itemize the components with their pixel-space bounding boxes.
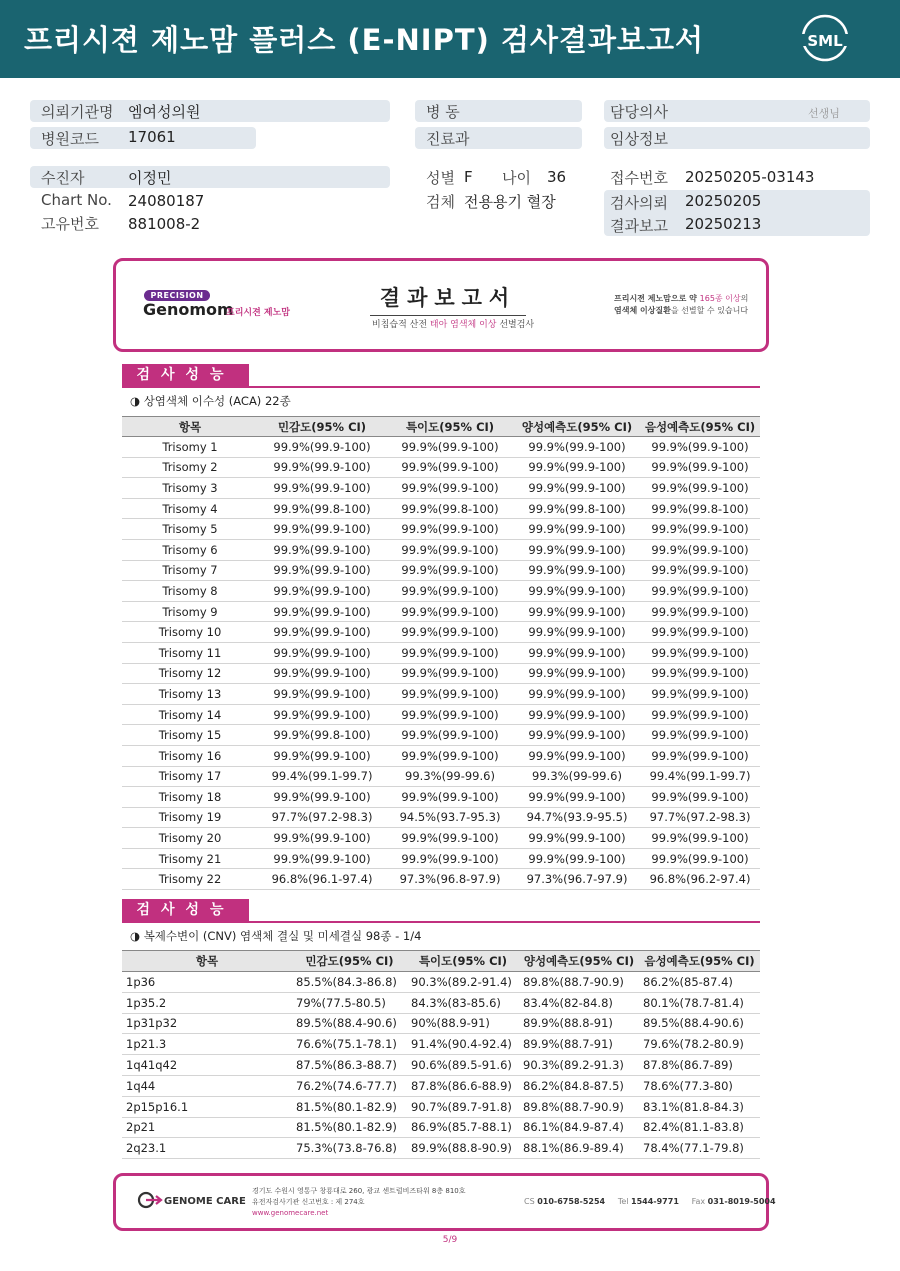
report-title: 결과보고서: [370, 282, 526, 316]
table-cell: 99.9%(99.9-100): [640, 437, 760, 458]
table-cell: 99.9%(99.9-100): [258, 539, 386, 560]
table-cell: 99.9%(99.9-100): [640, 539, 760, 560]
section-tag-1: 검사성능: [122, 364, 249, 386]
table-cell: 99.9%(99.9-100): [386, 457, 514, 478]
row-label: Trisomy 13: [122, 684, 258, 705]
table-cell: 99.9%(99.9-100): [514, 519, 640, 540]
table-row: [122, 1055, 760, 1076]
table-cell: 86.2%(84.8-87.5): [519, 1075, 639, 1096]
table-row: [122, 663, 760, 684]
table-cell: 89.8%(88.7-90.9): [519, 972, 639, 993]
table-cell: 99.9%(99.9-100): [258, 601, 386, 622]
table-cell: 87.5%(86.3-88.7): [292, 1055, 407, 1076]
table-cell: 99.4%(99.1-99.7): [640, 766, 760, 787]
table-cell: 87.8%(86.6-88.9): [407, 1075, 519, 1096]
table-cell: 99.9%(99.9-100): [258, 560, 386, 581]
row-label: Trisomy 2: [122, 457, 258, 478]
table-cell: 94.7%(93.9-95.5): [514, 807, 640, 828]
table-cell: 99.9%(99.9-100): [258, 457, 386, 478]
table-cell: 99.9%(99.9-100): [640, 601, 760, 622]
report-subtitle: 비침습적 산전 태아 염색체 이상 선별검사: [372, 320, 535, 330]
table-cell: 99.9%(99.9-100): [258, 622, 386, 643]
row-label: Trisomy 10: [122, 622, 258, 643]
sex-value: F: [464, 168, 473, 186]
table-cell: 99.9%(99.9-100): [514, 457, 640, 478]
table-cell: 81.5%(80.1-82.9): [292, 1096, 407, 1117]
table-cell: 99.9%(99.9-100): [514, 437, 640, 458]
row-label: Trisomy 7: [122, 560, 258, 581]
row-label: Trisomy 8: [122, 581, 258, 602]
table-cell: 99.9%(99.9-100): [640, 457, 760, 478]
table-cell: 90.7%(89.7-91.8): [407, 1096, 519, 1117]
table-cell: 99.9%(99.9-100): [514, 622, 640, 643]
table-cell: 90.6%(89.5-91.6): [407, 1055, 519, 1076]
row-label: Trisomy 12: [122, 663, 258, 684]
table-cell: 99.9%(99.9-100): [258, 745, 386, 766]
table-row: [122, 498, 760, 519]
table-cell: 99.9%(99.9-100): [640, 704, 760, 725]
table-cell: 99.9%(99.8-100): [640, 498, 760, 519]
row-label: Trisomy 21: [122, 848, 258, 869]
table-row: [122, 1117, 760, 1138]
row-label: Trisomy 14: [122, 704, 258, 725]
table-cell: 99.9%(99.9-100): [258, 478, 386, 499]
table-row: [122, 684, 760, 705]
table-cell: 99.9%(99.9-100): [386, 539, 514, 560]
table-cell: 86.1%(84.9-87.4): [519, 1117, 639, 1138]
table-cell: 75.3%(73.8-76.8): [292, 1138, 407, 1159]
table-cell: 97.3%(96.8-97.9): [386, 869, 514, 890]
table-cell: 99.9%(99.9-100): [386, 478, 514, 499]
report-note: 프리시젼 제노맘으로 약 165종 이상의 염색체 이상질환을 선별할 수 있습니다: [614, 294, 749, 315]
table-cell: 99.9%(99.9-100): [514, 642, 640, 663]
table-row: [122, 992, 760, 1013]
genomom-brand: Genomom: [143, 300, 234, 319]
table-cell: 99.9%(99.8-100): [514, 498, 640, 519]
table-header-cell: 항목: [122, 417, 258, 437]
genomom-brand-sub: 프리시젼 제노맘: [226, 308, 290, 318]
table-cell: 99.9%(99.9-100): [258, 787, 386, 808]
table-cell: 99.9%(99.9-100): [640, 725, 760, 746]
table-row: [122, 725, 760, 746]
table-row: [122, 869, 760, 890]
table-cell: 99.3%(99-99.6): [386, 766, 514, 787]
table-cell: 99.9%(99.9-100): [386, 622, 514, 643]
hospital-code-value: 17061: [128, 128, 176, 146]
receipt-label: 접수번호: [610, 169, 668, 187]
table-cell: 87.8%(86.7-89): [639, 1055, 760, 1076]
table-row: [122, 642, 760, 663]
specimen-label: 검체: [426, 193, 455, 211]
table-cell: 91.4%(90.4-92.4): [407, 1034, 519, 1055]
table-cell: 78.4%(77.1-79.8): [639, 1138, 760, 1159]
table-cell: 86.2%(85-87.4): [639, 972, 760, 993]
footer-brand: GENOME CARE: [164, 1196, 246, 1207]
table-cell: 99.9%(99.9-100): [640, 684, 760, 705]
footer-addr-line1: 경기도 수원시 영통구 창룡대로 260, 광교 센트럴비즈타워 8층 810호: [252, 1187, 466, 1195]
table-header-cell: 양성예측도(95% CI): [519, 951, 639, 972]
age-label: 나이: [502, 169, 531, 187]
ward-label: 병 동: [426, 103, 460, 121]
table-cell: 99.9%(99.9-100): [386, 601, 514, 622]
table-cell: 89.5%(88.4-90.6): [639, 1013, 760, 1034]
table-cell: 99.9%(99.9-100): [258, 684, 386, 705]
row-label: 1q41q42: [122, 1055, 292, 1076]
table-cell: 76.6%(75.1-78.1): [292, 1034, 407, 1055]
patient-label: 수진자: [41, 169, 85, 187]
specimen-value: 전용용기 혈장: [464, 193, 556, 211]
genome-care-logo-icon: [137, 1191, 163, 1213]
table-cell: 89.8%(88.7-90.9): [519, 1096, 639, 1117]
row-label: 1p21.3: [122, 1034, 292, 1055]
age-value: 36: [547, 168, 567, 186]
table-cell: 99.9%(99.9-100): [514, 601, 640, 622]
page-number: 5/9: [442, 1235, 458, 1245]
header-bar: [0, 0, 900, 78]
table-cell: 99.9%(99.9-100): [514, 663, 640, 684]
footer-address: [252, 1186, 466, 1219]
row-label: Trisomy 19: [122, 807, 258, 828]
table-cell: 90%(88.9-91): [407, 1013, 519, 1034]
table-cell: 99.9%(99.9-100): [386, 663, 514, 684]
table-row: [122, 972, 760, 993]
table-row: [122, 560, 760, 581]
patient-value: 이정민: [128, 169, 172, 187]
table-cell: 88.1%(86.9-89.4): [519, 1138, 639, 1159]
table-cell: 89.9%(88.8-90.9): [407, 1138, 519, 1159]
aca-table: [122, 416, 760, 890]
table-cell: 99.9%(99.9-100): [514, 684, 640, 705]
table-cell: 99.9%(99.9-100): [258, 663, 386, 684]
table-cell: 89.9%(88.7-91): [519, 1034, 639, 1055]
table-cell: 99.9%(99.9-100): [640, 745, 760, 766]
table-cell: 76.2%(74.6-77.7): [292, 1075, 407, 1096]
table-header-cell: 양성예측도(95% CI): [514, 417, 640, 437]
row-label: Trisomy 17: [122, 766, 258, 787]
table-row: [122, 1075, 760, 1096]
receipt-value: 20250205-03143: [685, 168, 815, 186]
table-cell: 82.4%(81.1-83.8): [639, 1117, 760, 1138]
row-label: 1q44: [122, 1075, 292, 1096]
table-cell: 83.1%(81.8-84.3): [639, 1096, 760, 1117]
table-row: [122, 1034, 760, 1055]
table-cell: 99.9%(99.9-100): [258, 828, 386, 849]
sml-logo: [800, 13, 850, 63]
table-cell: 80.1%(78.7-81.4): [639, 992, 760, 1013]
row-label: 1p35.2: [122, 992, 292, 1013]
table-cell: 97.3%(96.7-97.9): [514, 869, 640, 890]
table-cell: 99.9%(99.9-100): [386, 519, 514, 540]
logo-text: SML: [807, 32, 843, 50]
table-cell: 97.7%(97.2-98.3): [640, 807, 760, 828]
table-cell: 99.3%(99-99.6): [514, 766, 640, 787]
table-cell: 99.9%(99.9-100): [258, 642, 386, 663]
row-label: 2p21: [122, 1117, 292, 1138]
table-cell: 99.9%(99.9-100): [514, 560, 640, 581]
table-cell: 99.9%(99.9-100): [514, 539, 640, 560]
row-label: Trisomy 9: [122, 601, 258, 622]
report-value: 20250213: [685, 215, 762, 233]
table-cell: 99.9%(99.9-100): [386, 745, 514, 766]
table-row: [122, 581, 760, 602]
clinical-label: 임상정보: [610, 130, 668, 148]
table-cell: 99.9%(99.9-100): [386, 848, 514, 869]
table-cell: 99.9%(99.9-100): [640, 560, 760, 581]
cnv-table: [122, 950, 760, 1159]
table-row: [122, 437, 760, 458]
table-header-cell: 민감도(95% CI): [258, 417, 386, 437]
row-label: Trisomy 11: [122, 642, 258, 663]
table-cell: 99.9%(99.9-100): [258, 581, 386, 602]
section-header-2: [122, 899, 760, 923]
institution-label: 의뢰기관명: [41, 103, 114, 121]
table-cell: 99.9%(99.9-100): [514, 745, 640, 766]
row-label: Trisomy 4: [122, 498, 258, 519]
dept-label: 진료과: [426, 130, 470, 148]
table-cell: 99.9%(99.9-100): [386, 725, 514, 746]
table-row: [122, 539, 760, 560]
table-row: [122, 787, 760, 808]
request-value: 20250205: [685, 192, 762, 210]
table-cell: 99.9%(99.9-100): [514, 848, 640, 869]
row-label: Trisomy 22: [122, 869, 258, 890]
table-row: [122, 1138, 760, 1159]
table-cell: 96.8%(96.1-97.4): [258, 869, 386, 890]
table-row: [122, 601, 760, 622]
table-cell: 81.5%(80.1-82.9): [292, 1117, 407, 1138]
table-cell: 90.3%(89.2-91.4): [407, 972, 519, 993]
table-cell: 85.5%(84.3-86.8): [292, 972, 407, 993]
table-header-cell: 특이도(95% CI): [386, 417, 514, 437]
table-cell: 89.9%(88.8-91): [519, 1013, 639, 1034]
section-header-1: [122, 364, 760, 388]
table-cell: 99.9%(99.9-100): [386, 560, 514, 581]
table-cell: 99.9%(99.8-100): [386, 498, 514, 519]
table-row: [122, 622, 760, 643]
uid-value: 881008-2: [128, 215, 201, 233]
precision-badge: PRECISION: [144, 290, 210, 301]
table-cell: 99.9%(99.9-100): [640, 622, 760, 643]
chart-value: 24080187: [128, 192, 205, 210]
table-cell: 99.9%(99.9-100): [640, 642, 760, 663]
table-cell: 99.9%(99.9-100): [514, 478, 640, 499]
table-header-cell: 항목: [122, 951, 292, 972]
table-cell: 99.9%(99.9-100): [640, 848, 760, 869]
section-tag-2: 검사성능: [122, 899, 249, 921]
footer-url[interactable]: www.genomecare.net: [252, 1209, 329, 1217]
table-cell: 99.9%(99.9-100): [640, 663, 760, 684]
row-label: Trisomy 1: [122, 437, 258, 458]
table-header-cell: 음성예측도(95% CI): [639, 951, 760, 972]
table-cell: 99.4%(99.1-99.7): [258, 766, 386, 787]
row-label: 2q23.1: [122, 1138, 292, 1159]
table-cell: 86.9%(85.7-88.1): [407, 1117, 519, 1138]
request-label: 검사의뢰: [610, 194, 668, 212]
table-cell: 99.9%(99.9-100): [386, 642, 514, 663]
row-label: 1p31p32: [122, 1013, 292, 1034]
footer-contacts: CS 010-6758-5254 Tel 1544-9771 Fax 031-8019-5004: [524, 1197, 776, 1206]
table-cell: 79%(77.5-80.5): [292, 992, 407, 1013]
table-cell: 99.9%(99.8-100): [258, 498, 386, 519]
table-cell: 99.9%(99.8-100): [258, 725, 386, 746]
table-header-cell: 음성예측도(95% CI): [640, 417, 760, 437]
table-row: [122, 1096, 760, 1117]
table-cell: 99.9%(99.9-100): [640, 581, 760, 602]
table-cell: 99.9%(99.9-100): [640, 519, 760, 540]
table-cell: 99.9%(99.9-100): [386, 437, 514, 458]
table-cell: 94.5%(93.7-95.3): [386, 807, 514, 828]
table-cell: 99.9%(99.9-100): [514, 704, 640, 725]
table-row: [122, 457, 760, 478]
row-label: Trisomy 5: [122, 519, 258, 540]
row-label: Trisomy 20: [122, 828, 258, 849]
table-row: [122, 766, 760, 787]
hospital-code-label: 병원코드: [41, 130, 99, 148]
row-label: Trisomy 6: [122, 539, 258, 560]
report-label: 결과보고: [610, 217, 668, 235]
table-cell: 97.7%(97.2-98.3): [258, 807, 386, 828]
table-cell: 99.9%(99.9-100): [386, 684, 514, 705]
row-label: 1p36: [122, 972, 292, 993]
table-cell: 99.9%(99.9-100): [258, 704, 386, 725]
table-cell: 90.3%(89.2-91.3): [519, 1055, 639, 1076]
row-label: Trisomy 18: [122, 787, 258, 808]
table-row: [122, 1013, 760, 1034]
chart-label: Chart No.: [41, 191, 112, 209]
table-cell: 99.9%(99.9-100): [514, 725, 640, 746]
institution-value: 엠여성의원: [128, 103, 201, 121]
table-cell: 99.9%(99.9-100): [514, 787, 640, 808]
table-cell: 99.9%(99.9-100): [514, 581, 640, 602]
table-cell: 99.9%(99.9-100): [640, 478, 760, 499]
table-cell: 78.6%(77.3-80): [639, 1075, 760, 1096]
table-cell: 96.8%(96.2-97.4): [640, 869, 760, 890]
table-row: [122, 745, 760, 766]
table-header-cell: 특이도(95% CI): [407, 951, 519, 972]
table-cell: 99.9%(99.9-100): [258, 519, 386, 540]
footer-addr-line2: 유전자검사기관 신고번호 : 제 274호: [252, 1198, 365, 1206]
table-cell: 99.9%(99.9-100): [258, 848, 386, 869]
table-header-cell: 민감도(95% CI): [292, 951, 407, 972]
sex-label: 성별: [426, 169, 455, 187]
table-cell: 99.9%(99.9-100): [386, 787, 514, 808]
row-label: Trisomy 15: [122, 725, 258, 746]
section-subtitle-1: ◑ 상염색체 이수성 (ACA) 22종: [130, 394, 291, 408]
table-row: [122, 828, 760, 849]
doctor-label: 담당의사: [610, 103, 668, 121]
row-label: Trisomy 16: [122, 745, 258, 766]
table-row: [122, 704, 760, 725]
table-cell: 83.4%(82-84.8): [519, 992, 639, 1013]
uid-label: 고유번호: [41, 215, 99, 233]
table-row: [122, 478, 760, 499]
table-cell: 99.9%(99.9-100): [386, 581, 514, 602]
doctor-suffix: 선생님: [808, 107, 840, 120]
table-cell: 84.3%(83-85.6): [407, 992, 519, 1013]
section-subtitle-2: ◑ 복제수변이 (CNV) 염색체 결실 및 미세결실 98종 - 1/4: [130, 929, 422, 943]
table-cell: 99.9%(99.9-100): [640, 828, 760, 849]
page-title: 프리시젼 제노맘 플러스 (E-NIPT) 검사결과보고서: [24, 23, 705, 57]
table-row: [122, 807, 760, 828]
table-cell: 79.6%(78.2-80.9): [639, 1034, 760, 1055]
table-cell: 99.9%(99.9-100): [514, 828, 640, 849]
table-cell: 99.9%(99.9-100): [386, 704, 514, 725]
table-cell: 99.9%(99.9-100): [386, 828, 514, 849]
table-row: [122, 848, 760, 869]
table-cell: 99.9%(99.9-100): [258, 437, 386, 458]
table-cell: 89.5%(88.4-90.6): [292, 1013, 407, 1034]
row-label: 2p15p16.1: [122, 1096, 292, 1117]
table-cell: 99.9%(99.9-100): [640, 787, 760, 808]
row-label: Trisomy 3: [122, 478, 258, 499]
table-row: [122, 519, 760, 540]
